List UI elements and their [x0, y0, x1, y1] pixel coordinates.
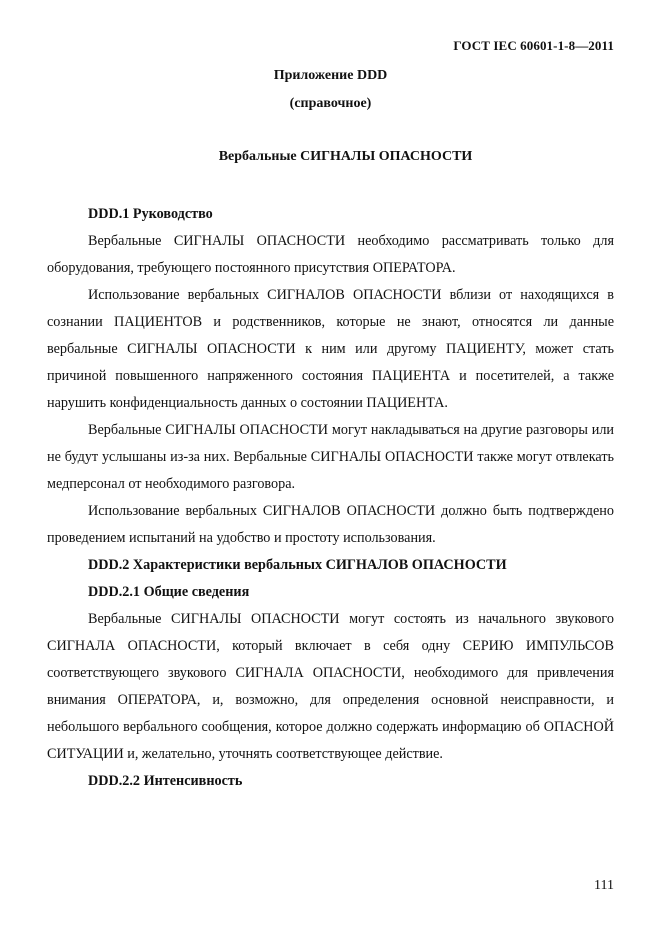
paragraph-3: Вербальные СИГНАЛЫ ОПАСНОСТИ могут накладываться на другие разговоры или не будут услышаны из-за них. Вербальные СИГНАЛЫ ОПАСНОСТИ также могут отвлекать медперсонал от необходимого разговора.: [47, 422, 614, 492]
heading-ddd1: DDD.1 Руководство: [88, 206, 213, 222]
body-text: [47, 201, 614, 795]
heading-ddd22: DDD.2.2 Интенсивность: [88, 773, 243, 789]
paragraph-4: Использование вербальных СИГНАЛОВ ОПАСНОСТИ должно быть подтверждено проведением испытаний на удобство и простоту использования.: [47, 503, 614, 546]
paragraph-5: Вербальные СИГНАЛЫ ОПАСНОСТИ могут состоять из начального звукового СИГНАЛА ОПАСНОСТИ, который включает в себя одну СЕРИЮ ИМПУЛЬСОВ соответствующего звукового СИГНАЛА ОПАСНОСТИ, необходимого для привлечения внимания ОПЕРАТОРА, и, возможно, для определения основной неисправности, и небольшого вербального сообщения, которое должно содержать информацию об ОПАСНОЙ СИТУАЦИИ и, желательно, уточнять соответствующее действие.: [47, 611, 614, 762]
appendix-subtitle: (справочное): [289, 96, 372, 111]
section-title: Вербальные СИГНАЛЫ ОПАСНОСТИ: [218, 149, 473, 164]
heading-ddd21: DDD.2.1 Общие сведения: [88, 584, 250, 600]
paragraph-2: Использование вербальных СИГНАЛОВ ОПАСНОСТИ вблизи от находящихся в сознании ПАЦИЕНТОВ и родственников, которые не знают, относятся ли данные вербальные СИГНАЛЫ ОПАСНОСТИ к ним или другому ПАЦИЕНТУ, может стать причиной повышенного напряженного состояния ПАЦИЕНТА и посетителей, а также нарушить конфиденциальность данных о состоянии ПАЦИЕНТА.: [47, 287, 614, 411]
standard-code: ГОСТ IEC 60601-1-8—2011: [453, 38, 614, 53]
paragraph-1: Вербальные СИГНАЛЫ ОПАСНОСТИ необходимо рассматривать только для оборудования, требующего постоянного присутствия ОПЕРАТОРА.: [47, 233, 614, 276]
appendix-title: Приложение DDD: [273, 68, 388, 83]
page-number: 111: [594, 878, 614, 893]
heading-ddd2: DDD.2 Характеристики вербальных СИГНАЛОВ ОПАСНОСТИ: [88, 557, 507, 573]
